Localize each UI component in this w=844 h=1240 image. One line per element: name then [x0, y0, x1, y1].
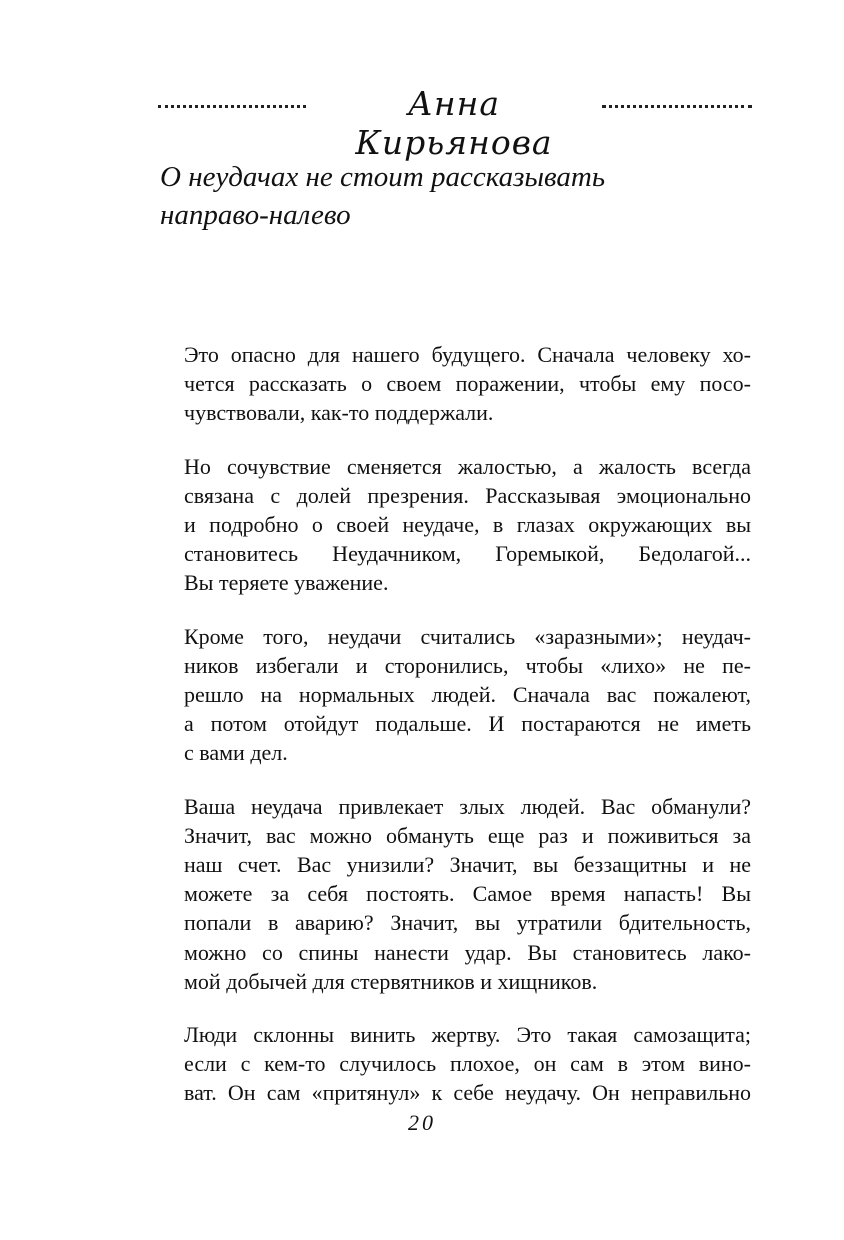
paragraph: [184, 340, 751, 428]
text-line: наш счет. Вас унизили? Значит, вы беззащитны и не: [184, 852, 751, 878]
text-line: решло на нормальных людей. Сначала вас пожалеют,: [184, 682, 751, 708]
text-line: Кроме того, неудачи считались «заразными»; неудач-: [184, 623, 751, 649]
running-header: [158, 78, 752, 162]
text-line: связана с долей презрения. Рассказывая эмоционально: [184, 482, 751, 508]
text-line: чется рассказать о своем поражении, чтобы ему посо-: [184, 371, 751, 397]
paragraph: [184, 622, 751, 768]
text-line: Значит, вас можно обмануть еще раз и поживиться за: [184, 822, 751, 848]
text-line: Ваша неудача привлекает злых людей. Вас обманули?: [184, 793, 751, 819]
text-line: можете за себя постоять. Самое время напасть! Вы: [184, 881, 751, 907]
text-line: можно со спины нанести удар. Вы становитесь лако-: [184, 939, 751, 965]
text-line: попали в аварию? Значит, вы утратили бдительность,: [184, 910, 751, 936]
text-line: Но сочувствие сменяется жалостью, а жалость всегда: [184, 453, 751, 479]
chapter-title: [160, 158, 720, 234]
text-line: становитесь Неудачником, Горемыкой, Бедолагой...: [184, 541, 751, 567]
text-line: Люди склонны винить жертву. Это такая самозащита;: [184, 1022, 751, 1048]
header-dotted-rule-right: [602, 105, 752, 108]
paragraph: [184, 792, 751, 996]
paragraph: [184, 1020, 751, 1108]
chapter-title-line: направо-налево: [160, 199, 351, 231]
chapter-title-line: О неудачах не стоит рассказывать: [160, 161, 606, 193]
header-dotted-rule-left: [158, 105, 306, 108]
body-text: [184, 340, 751, 1132]
text-line: Вы теряете уважение.: [184, 570, 389, 596]
text-line: если с кем-то случилось плохое, он сам в этом вино-: [184, 1051, 751, 1077]
page-number: 20: [408, 1110, 436, 1135]
text-line: с вами дел.: [184, 740, 288, 766]
text-line: ват. Он сам «притянул» к себе неудачу. Он неправильно: [184, 1080, 751, 1106]
paragraph: [184, 452, 751, 598]
text-line: чувствовали, как-то поддержали.: [184, 400, 494, 426]
text-line: а потом отойдут подальше. И постараются не иметь: [184, 711, 751, 737]
text-line: ников избегали и сторонились, чтобы «лихо» не пе-: [184, 652, 751, 678]
text-line: и подробно о своей неудаче, в глазах окружающих вы: [184, 512, 751, 538]
text-line: мой добычей для стервятников и хищников.: [184, 968, 598, 994]
author-name: Анна Кирьянова: [355, 84, 553, 162]
text-line: Это опасно для нашего будущего. Сначала человеку хо-: [184, 342, 751, 367]
